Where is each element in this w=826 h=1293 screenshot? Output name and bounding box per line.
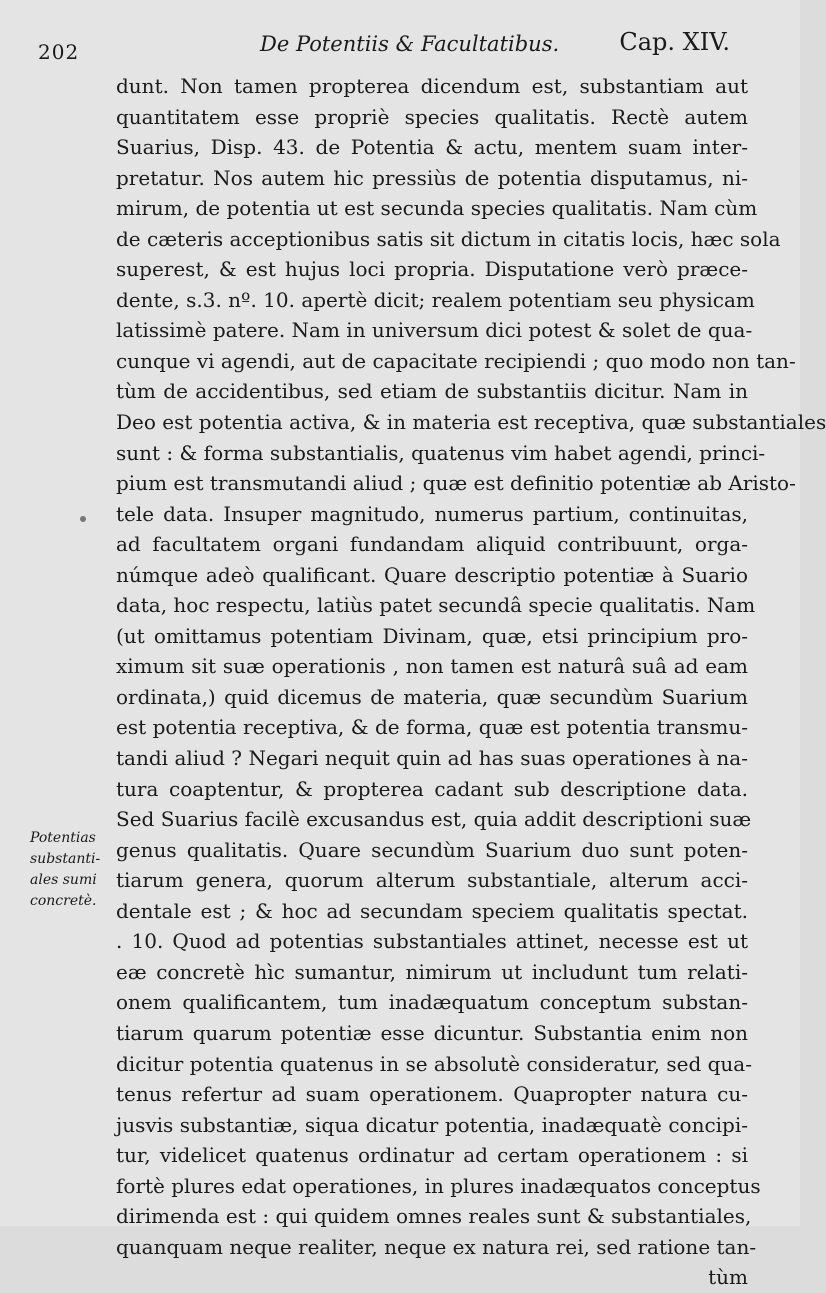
chapter-label: Cap. XIV. [619, 28, 730, 56]
marginal-note [30, 828, 116, 912]
text-line: latissimè patere. Nam in universum dici potest & solet de qua- [116, 318, 753, 343]
marginal-line: Potentias [30, 830, 96, 846]
text-line: dentale est ; & hoc ad secundam speciem qualitatis spectat. [116, 898, 748, 923]
text-line: ximum sit suæ operationis , non tamen est naturâ suâ ad eam [116, 654, 748, 679]
text-line: Suarius, Disp. 43. de Potentia & actu, mentem suam inter- [116, 135, 748, 160]
body-text [116, 71, 826, 1293]
text-line: dunt. Non tamen propterea dicendum est, substantiam aut [116, 74, 748, 98]
page-header [38, 22, 730, 62]
catchword: tùm [708, 1265, 748, 1290]
marginal-line: ales sumi [30, 872, 97, 888]
text-line: genus qualitatis. Quare secundùm Suarium duo sunt poten- [116, 837, 748, 862]
page-number: 202 [38, 40, 80, 64]
text-line: númque adeò qualificant. Quare descriptio potentiæ à Suario [116, 562, 748, 587]
text-line: quanquam neque realiter, neque ex natura rei, sed ratione tan- [116, 1234, 757, 1259]
text-line: tiarum quarum potentiæ esse dicuntur. Substantia enim non [116, 1020, 748, 1045]
running-head: De Potentiis & Facultatibus. [260, 32, 560, 56]
text-line: tur, videlicet quatenus ordinatur ad certam operationem : si [116, 1143, 748, 1168]
text-line: ad facultatem organi fundandam aliquid contribuunt, orga- [116, 532, 748, 557]
text-line: tura coaptentur, & propterea cadant sub descriptione data. [116, 776, 748, 801]
text-line: tandi aliud ? Negari nequit quin ad has suas operationes à na- [116, 746, 748, 771]
text-line: de cæteris acceptionibus satis sit dictum in citatis locis, hæc sola [116, 226, 781, 251]
text-line: pium est transmutandi aliud ; quæ est definitio potentiæ ab Aristo- [116, 471, 796, 496]
text-line: sunt : & forma substantialis, quatenus vim habet agendi, princi- [116, 440, 766, 465]
text-line: tele data. Insuper magnitudo, numerus partium, continuitas, [116, 501, 748, 526]
text-line: dirimenda est : qui quidem omnes reales sunt & substantiales, [116, 1204, 752, 1229]
text-line: tiarum genera, quorum alterum substantiale, alterum acci- [116, 868, 748, 893]
text-line: tùm de accidentibus, sed etiam de substantiis dicitur. Nam in [116, 379, 748, 404]
text-line: (ut omittamus potentiam Divinam, quæ, etsi principium pro- [116, 623, 748, 648]
text-line: onem qualificantem, tum inadæquatum conceptum substan- [116, 990, 748, 1015]
text-line: . 10. Quod ad potentias substantiales attinet, necesse est ut [116, 929, 748, 954]
text-line: mirum, de potentia ut est secunda species qualitatis. Nam cùm [116, 196, 758, 221]
marginal-line: concretè. [30, 893, 97, 909]
text-line: dente, s.3. nº. 10. apertè dicit; realem potentiam seu physicam [116, 287, 755, 312]
ink-spot [80, 516, 86, 522]
text-line: Deo est potentia activa, & in materia est receptiva, quæ substantiales [116, 410, 826, 435]
text-line: jusvis substantiæ, siqua dicatur potentia, inadæquatè concipi- [116, 1112, 748, 1137]
text-line: eæ concretè hìc sumantur, nimirum ut includunt tum relati- [116, 959, 748, 984]
text-line: est potentia receptiva, & de forma, quæ est potentia transmu- [116, 715, 748, 740]
text-line: superest, & est hujus loci propria. Disputatione verò præce- [116, 257, 748, 282]
text-line: data, hoc respectu, latiùs patet secundâ specie qualitatis. Nam [116, 593, 756, 618]
text-line: ordinata,) quid dicemus de materia, quæ secundùm Suarium [116, 684, 748, 709]
text-line: quantitatem esse propriè species qualitatis. Rectè autem [116, 104, 748, 129]
text-line: fortè plures edat operationes, in plures inadæquatos conceptus [116, 1173, 761, 1198]
text-line: cunque vi agendi, aut de capacitate recipiendi ; quo modo non tan- [116, 348, 796, 373]
marginal-line: substanti- [30, 851, 101, 867]
text-line: pretatur. Nos autem hic pressiùs de potentia disputamus, ni- [116, 165, 748, 190]
text-line: tenus refertur ad suam operationem. Quapropter natura cu- [116, 1082, 748, 1107]
text-line: dicitur potentia quatenus in se absolutè consideratur, sed qua- [116, 1051, 752, 1076]
text-line: Sed Suarius facilè excusandus est, quia addit descriptioni suæ [116, 807, 752, 832]
